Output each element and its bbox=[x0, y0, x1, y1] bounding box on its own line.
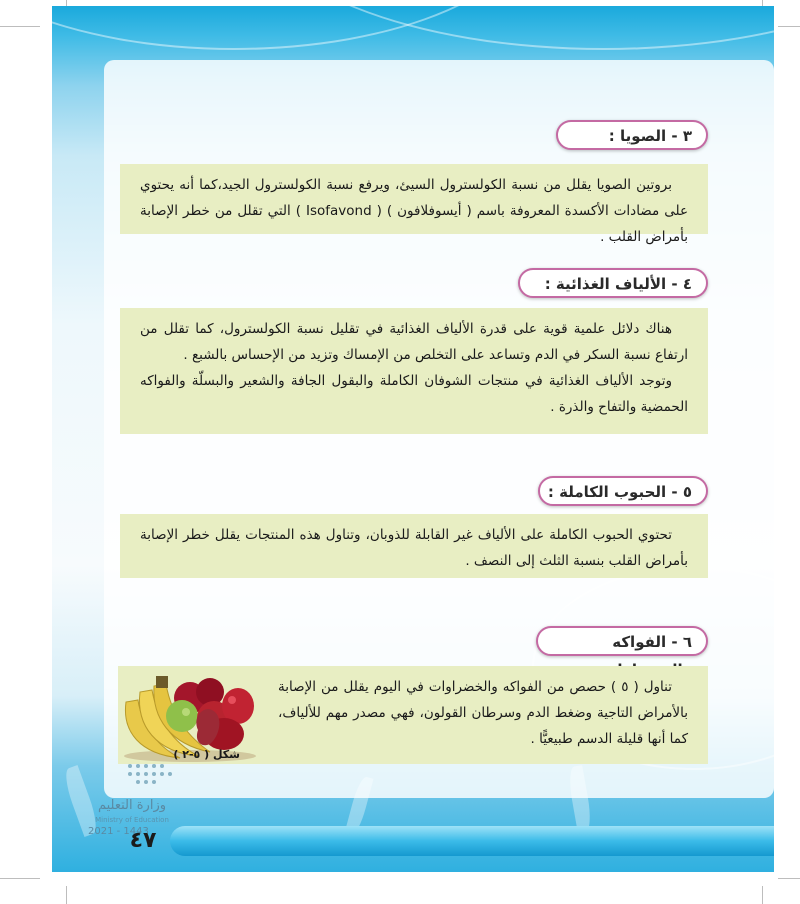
crop-mark bbox=[778, 878, 800, 879]
paragraph: بروتين الصويا يقلل من نسبة الكولسترول السيئ، ويرفع نسبة الكولسترول الجيد،كما أنه يحتوي على مضادات الأكسدة المعروفة باسم ( أيسوفلافون ) ( Isofavond ) التي تقلل من خطر الإصابة بأمراض القلب . bbox=[140, 177, 688, 245]
paragraph: تناول ( ٥ ) حصص من الفواكه والخضراوات في اليوم يقلل من الإصابة بالأمراض التاجية وضغط الدم وسرطان القولون، فهي مصدر مهم للألياف، كما أنها قليلة الدسم طبيعيًّا . bbox=[278, 679, 688, 747]
ministry-name-english: Ministry of Education bbox=[95, 816, 169, 824]
paragraph: تحتوي الحبوب الكاملة على الألياف غير القابلة للذوبان، وتناول هذه المنتجات يقلل خطر الإصابة بأمراض القلب بنسبة الثلث إلى النصف . bbox=[140, 527, 688, 569]
paragraph-box-fiber bbox=[120, 308, 708, 434]
crop-mark bbox=[66, 886, 67, 904]
page-number: ٤٧ bbox=[129, 828, 157, 853]
crop-mark bbox=[0, 26, 40, 27]
ministry-name: وزارة التعليم bbox=[97, 798, 167, 813]
paragraph-box-soy bbox=[120, 164, 708, 245]
heading-whole-grains: ٥ - الحبوب الكاملة : bbox=[538, 476, 708, 506]
figure-caption: شكل ( ٥-٢ ) bbox=[173, 748, 240, 761]
paragraph: هناك دلائل علمية قوية على قدرة الألياف الغذائية في تقليل نسبة الكولسترول، كما تقلل من ارتفاع نسبة السكر في الدم وتساعد على التخلص من الإمساك وتزيد من الإحساس بالشبع . bbox=[140, 321, 688, 363]
paragraph: وتوجد الألياف الغذائية في منتجات الشوفان الكاملة والبقول الجافة والشعير والبسلّة والفواكه الحمضية والتفاح والذرة . bbox=[140, 373, 688, 415]
fruit-basket-image bbox=[120, 662, 260, 762]
footer-band bbox=[170, 826, 774, 856]
ministry-logo-icon bbox=[126, 762, 176, 786]
paragraph-box-grains bbox=[120, 514, 708, 578]
heading-soy: ٣ - الصويا : bbox=[556, 120, 708, 150]
crop-mark bbox=[778, 26, 800, 27]
edition-year: 2021 - 1443 bbox=[88, 826, 149, 837]
crop-mark bbox=[0, 878, 40, 879]
crop-mark bbox=[762, 886, 763, 904]
heading-dietary-fiber: ٤ - الألياف الغذائية : bbox=[518, 268, 708, 298]
heading-fruits-vegetables: ٦ - الفواكه bbox=[536, 626, 708, 656]
